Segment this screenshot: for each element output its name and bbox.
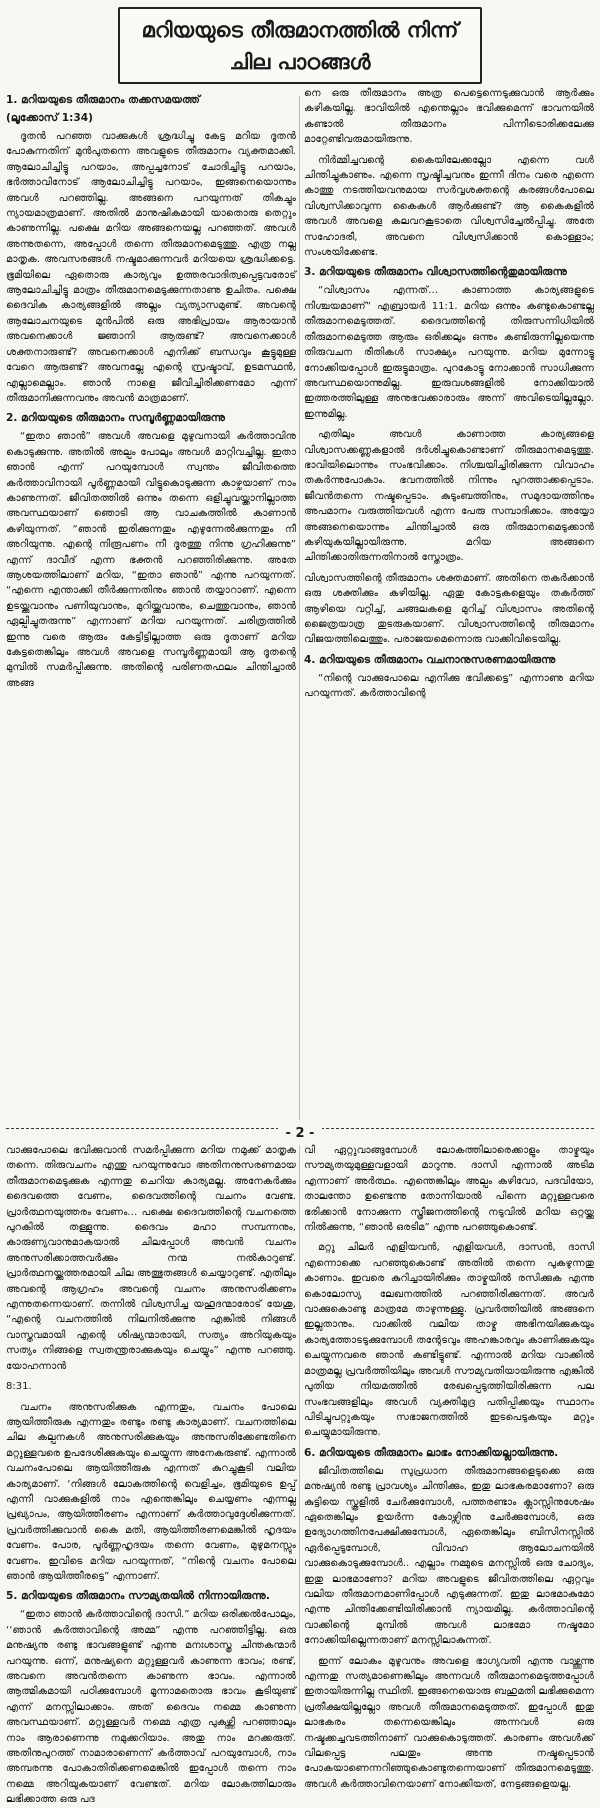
- paragraph: “വിശ്വാസം എന്നത്… കാണാത്ത കാര്യങ്ങളുടെ നിശ്ചയമാണ്” എബ്രായർ 11:1. മറിയ ഒന്നും കണ്ടുകൊണ്ടല്ല തീരുമാനമെടുത്തത്. ദൈവത്തിന്റെ തിരുസന്നിധിയിൽ തീരുമാനമെടുത്ത ആരും ഒരിക്കലും ഒന്നും കണ്ടിരുന്നില്ലയെന്നു തിരുവചന രീതികൾ സാക്ഷ്യം പറയുന്നു. മറിയ മുന്നോട്ടു നോക്കിയപ്പോൾ ഇരുട്ടുമാത്രം. പുറകോട്ടു നോക്കാൻ സാധിക്കുന്ന അവസ്ഥയൊന്നുമില്ല. ഇരുവശങ്ങളിൽ നോക്കിയാൽ ഇത്തരത്തിലുള്ള അനുഭവക്കാരാരും അന്ന് അവിടെയില്ലല്ലോ. ഇന്നുമില്ല.: [304, 285, 594, 420]
- section-heading-6: 6. മറിയയുടെ തീരുമാനം ലാഭം നോക്കിയല്ലായിരുന്നു.: [304, 1446, 559, 1459]
- paragraph: ഇന്ന് ലോകം മുഴുവനും അവളെ ഭാഗ്യവതി എന്നു വാഴ്ത്തുന്നു എന്നതു സത്യമാണെങ്കിലും അന്നവൾ തീരുമാനമെടുത്തപ്പോൾ ഇതായിരുന്നില്ല സ്ഥിതി. ഇങ്ങനെയൊരു ബഹുമതി ലഭിക്കുമെന്ന പ്രതീക്ഷയില്ലല്ലോ അവൾ തീരുമാനമെടുത്തത്. ഇപ്പോൾ ഇതു ലാഭകരം തന്നെയെങ്കിലും അന്നവൾ ഒരു നഷ്ടക്കച്ചവടത്തിനാണ് വാക്കുകൊടുത്തത്. കാരണം അവൾക്ക് വിലപ്പെട്ട പലതും അന്നു നഷ്ടപ്പെടാൻ പോകയാണെന്നറിഞ്ഞുകൊണ്ടുതന്നെയാണ് തീരുമാനമെടുത്തു. അവൾ കർത്താവിനെയാണ് നോക്കിയത്, നേട്ടങ്ങളെയല്ല.: [304, 1655, 594, 1790]
- scripture-reference: 8:31.: [6, 1381, 32, 1393]
- section-heading-2: 2. മറിയയുടെ തീരുമാനം സമ്പൂർണ്ണമായിരുന്നു: [6, 412, 226, 425]
- page-divider: [6, 1124, 594, 1140]
- column-rule-top: [299, 96, 300, 1120]
- column-bottom-left: [6, 1143, 296, 1806]
- paragraph: വിശ്വാസത്തിന്റെ തീരുമാനം ശക്തമാണ്. അതിനെ തകർക്കാൻ ഒരു ശക്തിക്കും കഴിയില്ല. ഏതു കോട്ടകളെയും തകർത്ത് ആഴിയെ വറ്റിച്ച്, ചങ്ങലകളെ മുറിച്ച് വിശ്വാസം അതിന്റെ ജൈത്രയാത്ര തുടരുകയാണ്. വിശ്വാസത്തിന്റെ തീരുമാനം വിജയത്തിലെത്തും. പരാജയമെന്നൊരു വാക്കിവിടെയില്ല.: [304, 572, 594, 646]
- page-title-line2: ചില പാഠങ്ങൾ: [229, 50, 371, 74]
- paragraph: ജീവിതത്തിലെ സുപ്രധാന തീരുമാനങ്ങളെടുക്കെ ഒരു മനുഷ്യൻ രണ്ടു പ്രാവശ്യം ചിന്തിക്കും, ഇതു ലാഭകരമാണോ? ഒരു കുട്ടിയെ സ്കൂളിൽ ചേർക്കുമ്പോൾ, പത്തരണ്ടാം ക്ലാസ്സിനുശേഷം ഏതെങ്കിലും ഉയർന്ന കോഴ്സിനു ചേർക്കുമ്പോൾ, ഒരു ഉദ്യോഗത്തിനപേക്ഷിക്കുമ്പോൾ, ഏതെങ്കിലും ബിസിനസ്സിൽ ഏർപ്പെടുമ്പോൾ, വിവാഹ ആലോചനയിൽ വാക്കുകൊടുക്കുമ്പോൾ.. എല്ലാം നമ്മുടെ മനസ്സിൽ ഒരു ചോദ്യം, ഇതു ലാഭമാണോ? മറിയ അവളുടെ ജീവിതത്തിലെ ഏറ്റവും വലിയ തീരുമാനമാണിപ്പോൾ എടുക്കുന്നത്. ഇതു ലാഭമാകുമോ എന്നു ചിന്തിക്കേണ്ടിയിരിക്കാൻ ന്യായമില്ല. കർത്താവിന്റെ വാക്കിന്റെ മുമ്പിൽ അവൾ ലാഭമോ നഷ്ടമോ നോക്കിയില്ലെന്നതാണ് മനസ്സിലാകുന്നത്.: [304, 1465, 594, 1647]
- paragraph: വാക്കുപോലെ ഭവിക്കുവാൻ സമർപ്പിക്കുന്ന മറിയ നമുക്ക് മാതൃക തന്നെ. തിരുവചനം എന്തു പറയുന്നുവോ അതിനനുസരണമായ തീരുമാനമെടുക്കുക എന്നതു ചെറിയ കാര്യമല്ല. അനേകർക്കും ദൈവത്തെ വേണം, ദൈവത്തിന്റെ വചനം വേണ്ട. പ്രാർത്ഥനയുത്തരം വേണം… പക്ഷെ ദൈവത്തിന്റെ വചനത്തെ പുറകിൽ തള്ളുന്നു. ദൈവം മഹാ സമ്പന്നനും, കാരുണ്യവാനുമാകയാൽ ചിലപ്പോൾ അവൻ വചനം അനുസരിക്കാത്തവർക്കും നന്മ നൽകാറുണ്ട്. പ്രാർത്ഥനയ്ക്കുത്തരമായി ചില അത്ഭുതങ്ങൾ ചെയ്യാറുണ്ട്. എതിലും അവന്റെ ആഗ്രഹം അവന്റെ വചനം അനുസരിക്കണം എന്നുതന്നെയാണ്. തന്നിൽ വിശ്വസിച്ച യഹൂദന്മാരോട് യേശു, “എന്റെ വചനത്തിൽ നിലനിൽക്കുന്നു എങ്കിൽ നിങ്ങൾ വാസ്തവമായി എന്റെ ശിഷ്യന്മാരായി, സത്യം അറിയുകയും സത്യം നിങ്ങളെ സ്വതന്ത്രരാക്കുകയും ചെയ്യും” എന്നു പറഞ്ഞു. യോഹന്നാൻ: [6, 1145, 296, 1372]
- paragraph: ദൂതൻ പറഞ്ഞ വാക്കുകൾ ശ്രദ്ധിച്ചു കേട്ട മറിയ ദൂതൻ പോകുന്നതിന് മുൻപുതന്നെ അവളുടെ തീരുമാനം വ്യക്തമാക്കി. ആലോചിച്ചിട്ടു പറയാം, അപ്പച്ചനോട് ചോദിച്ചിട്ടു പറയാം, ഭർത്താവിനോട് ആലോചിച്ചിട്ടു പറയാം, ഇങ്ങനെയൊന്നും അവൾ പറഞ്ഞില്ല. അങ്ങനെ പറയുന്നത് തികച്ചും ന്യായമാത്രമാണ്. അതിൽ മാനുഷികമായി യാതൊരു തെറ്റും കാണുന്നില്ല. പക്ഷെ മറിയ അങ്ങനെയല്ല പറഞ്ഞത്. അവൾ അന്നുതന്നെ, അപ്പോൾ തന്നെ തീരുമാനമെടുത്തു. എത്ര നല്ല മാതൃക. അവസരങ്ങൾ നഷ്ടമാക്കുന്നവർ മറിയയെ ശ്രദ്ധിക്കട്ടെ. ഭൂമിയിലെ ഏതൊരു കാര്യവും ഉത്തരവാദിത്വപ്പെട്ടവരോട് ആലോചിച്ചിട്ടു മാത്രം തീരുമാനമെടുക്കുന്നതാണു ഉചിതം. പക്ഷെ ദൈവിക കാര്യങ്ങളിൽ അല്ലം വ്യത്യാസമുണ്ട്. അവന്റെ ആലോചനയുടെ മുൻപിൽ ഒരു അഭിപ്രായം ആരായാൻ അവനെക്കാൾ ജ്ഞാനി ആരുണ്ട്? അവനെക്കാൾ ശക്തനാരുണ്ട്? അവനെക്കാൾ എനിക്ക് ബന്ധവും കൂട്ടുമുള്ള വേറെ ആരുണ്ട്? അവനല്ലേ എന്റെ സ്രഷ്ടാവ്, ഉടമസ്ഥൻ, എല്ലാമെല്ലാം. ഞാൻ നാളെ ജീവിച്ചിരിക്കണമോ എന്ന് തീരുമാനിക്കുന്നവനും അവൻ മാത്രമാണ്.: [6, 131, 296, 404]
- column-top-left: [6, 92, 296, 1122]
- paragraph: “ഇതാ ഞാൻ” അവൾ അവളെ മുഴുവനായി കർത്താവിനു കൊടുക്കുന്നു. അതിൽ അല്പം പോലും അവൾ മാറ്റിവച്ചില്ല. ഇതാ ഞാൻ എന്ന് പറയുമ്പോൾ സ്വന്തം ജീവിതത്തെ കർത്താവിനായി പൂർണ്ണമായി വിട്ടുകൊടുക്കുന്ന കാഴ്ചയാണ് നാം കാണുന്നത്. ജീവിതത്തിൽ ഒന്നും തന്നെ ഒളിച്ചുവയ്ക്കാനില്ലാത്ത അവസ്ഥയാണ് ഞൊടി ആ വാചകത്തിൽ കാണാൻ കഴിയുന്നത്. “ഞാൻ ഇരിക്കുന്നതും എഴുന്നേൽക്കുന്നതും നീ അറിയുന്നു. എന്റെ നിരൂപണം നീ ദൂരത്തു നിന്നു ഗ്രഹിക്കുന്നു” എന്ന് ദാവീദ് എന്ന ഭക്തൻ പറഞ്ഞിരിക്കുന്നു. അതേ ആശയത്തിലാണ് മറിയ, “ഇതാ ഞാൻ” എന്നു പറയുന്നത്. “എന്നെ എന്താക്കി തീർക്കുന്നതിനും ഞാൻ തയ്യാറാണ്. എന്നെ ഉടയ്ക്കുവാനും പണിയുവാനും, മുറിയ്ക്കുവാനും, ചെത്തുവാനും, ഞാൻ ഏല്പിച്ചുതരുന്നു” എന്നാണ് മറിയ പറയുന്നത്. ചരിത്രത്തിൽ ഇന്നു വരെ ആരും കേട്ടിട്ടില്ലാത്ത ഒരു ദൂതാണ് മറിയ കേട്ടതെങ്കിലും അവൾ അവളെ സമ്പൂർണ്ണമായി ആ ദൂതന്റെ മുമ്പിൽ സമർപ്പിക്കുന്നു. അതിന്റെ പരിണതഫലം ചിന്തിച്ചാൽ അങ്ങ: [6, 431, 296, 689]
- paragraph: “ഇതാ ഞാൻ കർത്താവിന്റെ ദാസി.” മറിയ ഒരിക്കൽപോലും, ‘‘ഞാൻ കർത്താവിന്റെ അമ്മ” എന്നു പറഞ്ഞിട്ടില്ല. ഒരു മനുഷ്യനു രണ്ടു ഭാവങ്ങളുണ്ട് എന്നു മനഃശാസ്ത്ര ചിന്തകന്മാർ പറയുന്നു. ഒന്ന്, മനുഷ്യനെ മറ്റുള്ളവർ കാണുന്ന ഭാവം; രണ്ട്, അവനെ അവൻതന്നെ കാണുന്ന ഭാവം. എന്നാൽ ആത്മികമായി പഠിക്കുമ്പോൾ മൂന്നാമതൊരു ഭാവം കൂടിയുണ്ട് എന്ന് മനസ്സിലാക്കാം. അത് ദൈവം നമ്മെ കാണുന്ന അവസ്ഥയാണ്. മറ്റുള്ളവർ നമ്മെ എത്ര പുകഴ്ത്തി പറഞ്ഞാലും നാം ആരാണെന്നു നമുക്കറിയാം. അതു നാം മറക്കരുത്. അതിനുപുറത്ത് നാമാരാണെന്ന് കർത്താവ് പറയുമ്പോൾ, നാം അമ്പരന്നു പോകാതിരിക്കണമെങ്കിൽ ഇപ്പോൾ തന്നെ നാം നമ്മെ അറിയുകയാണ് വേണ്ടത്. മറിയ ലോകത്തിലാരും ലഭിക്കാത്ത ഒരു പദ: [6, 1609, 296, 1806]
- section-heading-1: 1. മറിയയുടെ തീരുമാനം തക്കസമയത്ത്: [6, 94, 200, 106]
- page-number: - 2 -: [278, 1126, 323, 1141]
- paragraph: നെ ഒരു തീരുമാനം അത്ര പെട്ടെന്നെടുക്കുവാൻ ആർക്കും കഴികയില്ല. ഭാവിയിൽ എന്തെല്ലാം ഭവിക്കുമെന്ന് ഭാവനയിൽ കണ്ടാൽ തീരുമാനം പിന്നീടൊരിക്കലേക്കു മാറ്റേണ്ടിവരുമായിരുന്നു.: [304, 88, 594, 146]
- paragraph: എതിലും അവൾ കാണാത്ത കാര്യങ്ങളെ വിശ്വാസക്കണ്ണുകളാൽ ദർശിച്ചുകൊണ്ടാണ് തീരുമാനമെടുത്തു. ഭാവിയിലൊന്നും സംഭവിക്കാം. നിശ്ചയിച്ചിരിക്കുന്ന വിവാഹം തകർന്നുപോകാം. ഭവനത്തിൽ നിന്നും പുറത്താക്കപ്പെടാം. ജീവൻതന്നെ നഷ്ടപ്പെടാം. കുടുംബത്തിനും, സമുദായത്തിനും അപമാനം വരുത്തിയവൾ എന്ന പേരു സമ്പാദിക്കാം. അയ്യോ അങ്ങനെയൊന്നും ചിന്തിച്ചാൽ ഒരു തീരുമാനമെടുക്കാൻ കഴിയുകയില്ലായിരുന്നു. മറിയ അങ്ങനെ ചിന്തിക്കാതിരുന്നതിനാൽ സ്തോത്രം.: [304, 429, 594, 564]
- title-box: [118, 7, 482, 84]
- paragraph: വചനം അനുസരിക്കുക എന്നതും, വചനം പോലെ ആയിത്തീരുക എന്നതും രണ്ടും രണ്ടു കാര്യമാണ്. വചനത്തിലെ ചില കല്പനകൾ അനുസരിക്കുകയും അനുസരിക്കേണ്ടതിനെ മറ്റുള്ളവരെ ഉപദേശിക്കുകയും ചെയ്യുന്ന അനേകരുണ്ട്. എന്നാൽ വചനംപോലെ ആയിത്തീരുക എന്നത് കുറച്ചുകൂടി വലിയ കാര്യമാണ്. ‘നിങ്ങൾ ലോകത്തിന്റെ വെളിച്ചം, ഭൂമിയുടെ ഉപ്പ് എന്നീ വാക്കുകളിൽ നാം എന്തെങ്കിലും ചെയ്യണം എന്നല്ല പ്രഖ്യാപം, ആയിത്തീരണം എന്നാണ് കർത്താവുദ്ദേശിക്കുന്നത്. പ്രവർത്തിക്കുവാൻ കൈ മതി, ആയിത്തീരണമെങ്കിൽ ഹൃദയം വേണം. പോര, പൂർണ്ണഹൃദയം തന്നെ വേണം, മുഴുമനസ്സും വേണം. ഇവിടെ മറിയ പറയുന്നത്, “നിന്റെ വചനം പോലെ ഞാൻ ആയിത്തീരട്ടെ” എന്നാണ്.: [6, 1401, 296, 1582]
- column-top-right: [304, 86, 594, 1122]
- column-bottom-right: [304, 1143, 594, 1790]
- section-heading-3: 3. മറിയയുടെ തീരുമാനം വിശ്വാസത്തിന്റെതുമായിരുന്നു: [304, 266, 567, 279]
- column-rule-bottom: [299, 1145, 300, 1713]
- page-title-line1: മറിയയുടെ തീരുമാനത്തിൽ നിന്ന്: [141, 18, 459, 42]
- section-reference-1: (ലൂക്കോസ് 1:34): [6, 112, 93, 124]
- paragraph: മറ്റു ചിലർ എളിയവൻ, എളിയവൾ, ദാസൻ, ദാസി എന്നൊക്കെ പറഞ്ഞുകൊണ്ട് അതിൽ തന്നെ പുകഴുന്നതു കാണാം. ഇവരെ കുറിച്ചായിരിക്കും താഴ്മയിൽ രസിക്കുക എന്നു കൊലോസ്യ ലേഖനത്തിൽ പറഞ്ഞിരിക്കുന്നത്. അവർ വാക്കുകൊണ്ടു മാത്രമേ താഴുന്നുള്ളു. പ്രവർത്തിയിൽ അങ്ങനെ ഇല്ലതാനും. വാക്കിൽ വലിയ താഴ്മ അഭിനയിക്കുകയും കാര്യത്തോടടുക്കുമ്പോൾ തന്റേടവും അഹങ്കാരവും കാണിക്കുകയും ചെയ്യുന്നവരെ ഞാൻ കണ്ടിട്ടുണ്ട്. എന്നാൽ മറിയ വാക്കിൽ മാത്രമല്ല പ്രവർത്തിയിലും അവൾ സൗമ്യവതിയായിരുന്നു എങ്കിൽ പുതിയ നിയമത്തിൽ രേഖപ്പെടുത്തിയിരിക്കുന്ന പല സംഭവങ്ങളിലും അവൾ വ്യക്തിമുദ്ര പതിപ്പിക്കയും സ്ഥാനം പിടിച്ചുപറ്റുകയും സഭാജനത്തിൽ ഇടപെടുകയും മറ്റും ചെയ്യുമായിരുന്നു.: [304, 1242, 594, 1439]
- paragraph: വി ഏറ്റുവാങ്ങുമ്പോൾ ലോകത്തിലാരെക്കാളും താഴ്മയും സൗമ്യതയുമുള്ളവളായി മാറുന്നു. ദാസി എന്നാൽ അടിമ എന്നാണ് അർത്ഥം. എന്തെങ്കിലും അല്പം കഴിവോ, പദവിയോ, താലന്തോ ഉണ്ടെന്നു തോന്നിയാൽ പിന്നെ മറ്റുള്ളവരെ ഭരിക്കാൻ നോക്കുന്ന സ്ത്രീജനത്തിന്റെ നടുവിൽ മറിയ ഒറ്റയ്ക്കു നിൽക്കുന്നു, “ഞാൻ ഒരടിമ” എന്നു പറഞ്ഞുകൊണ്ട്.: [304, 1145, 594, 1234]
- section-heading-5: 5. മറിയയുടെ തീരുമാനം സൗമ്യതയിൽ നിന്നായിരുന്നു.: [6, 1590, 270, 1603]
- paragraph: “നിന്റെ വാക്കുപോലെ എനിക്കു ഭവിക്കട്ടെ” എന്നാണു മറിയ പറയുന്നത്. കർത്താവിന്റെ: [304, 672, 594, 700]
- section-heading-4: 4. മറിയയുടെ തീരുമാനം വചനാനുസരണമായിരുന്നു: [304, 653, 556, 666]
- paragraph: നിർമ്മിച്ചവന്റെ കൈയിലേക്കല്ലോ എന്നെ വൾ ചിന്തിച്ചുകാണും. എന്നെ സൃഷ്ടിച്ചവനും ഇന്നീ ദിനം വരെ എന്നെ കാത്തു നടത്തിയവനുമായ സർവ്വശക്തന്റെ കരങ്ങൾപോലെ വിശ്വസിക്കാവുന്ന കൈകൾ ആർക്കുണ്ട്? ആ കൈകളിൽ അവൾ അവളെ കലവറകൂടാതെ വിശ്വസിച്ചേൽപ്പിച്ചു. അതേ സഹോദരീ, അവനെ വിശ്വസിക്കാൻ കൊള്ളാം; സംശയിക്കേണ്ട.: [304, 154, 594, 259]
